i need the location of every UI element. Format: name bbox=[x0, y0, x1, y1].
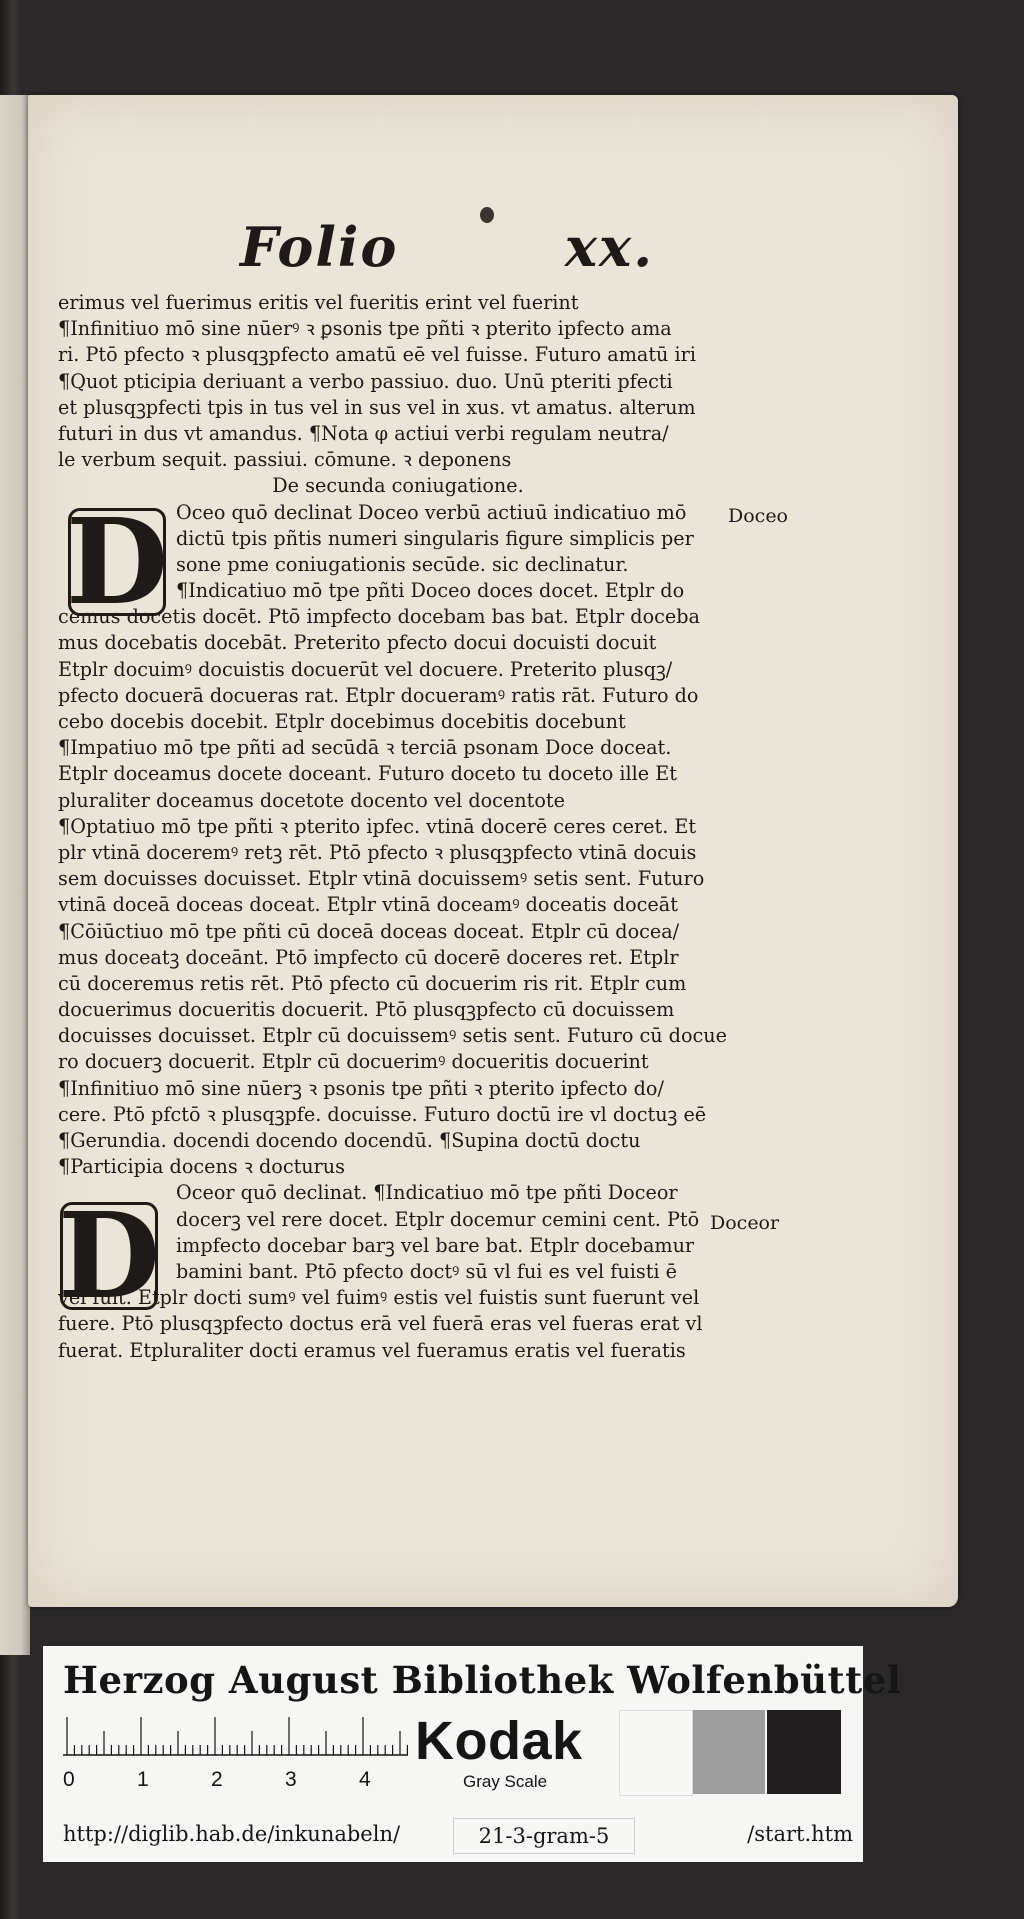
text-line: ¶Indicatiuo mō tpe pñti Doceo doces docet. Etplr do bbox=[176, 579, 685, 603]
text-line: futuri in dus vt amandus. ¶Nota φ actiui verbi regulam neutra/ bbox=[58, 421, 669, 445]
body-text bbox=[58, 290, 738, 1364]
text-line: pfecto docuerā docueras rat. Etplr docueramꝰ ratis rāt. Futuro do bbox=[58, 683, 699, 707]
text-line: et plusqꝫpfecti tpis in tus vel in sus vel in xus. vt amatus. alterum bbox=[58, 395, 696, 419]
text-line: cere. Ptō pfctō ꝛ plusqꝫpfe. docuisse. Futuro doctū ire vl doctuꝫ eē bbox=[58, 1102, 707, 1126]
text-line: dictū tpis pñtis numeri singularis figure simplicis per bbox=[176, 526, 694, 550]
text-line: fuere. Ptō plusqꝫpfecto doctus erā vel fuerā eras vel fueras erat vl bbox=[58, 1312, 703, 1336]
text-line: sone pme coniugationis secūde. sic declinatur. bbox=[176, 552, 629, 576]
swatch-black bbox=[767, 1710, 841, 1794]
text-line: cū doceremus retis rēt. Ptō pfecto cū docuerim ris rit. Etplr cum bbox=[58, 971, 687, 995]
text-line: ¶Quot pticipia deriuant a verbo passiuo. duo. Unū pteriti pfecti bbox=[58, 369, 673, 393]
text-line: vel fuit. Etplr docti sumꝰ vel fuimꝰ estis vel fuistis sunt fuerunt vel bbox=[58, 1286, 700, 1310]
adjacent-page-edge bbox=[0, 95, 30, 1655]
decorated-initial-1: D bbox=[65, 492, 169, 631]
ruler-number: 3 bbox=[285, 1768, 297, 1791]
text-line: ¶Infinitiuo mō sine nūerꝰ ꝛ ꝑsonis tpe pñti ꝛ pterito ipfecto ama bbox=[58, 317, 672, 341]
text-line: ¶Infinitiuo mō sine nūerꝫ ꝛ psonis tpe pñti ꝛ pterito ipfecto do/ bbox=[58, 1076, 664, 1100]
text-line: pluraliter doceamus docetote docento vel docentote bbox=[58, 788, 565, 812]
text-line: le verbum sequit. passiui. cōmune. ꝛ deponens bbox=[58, 448, 512, 472]
url-shelfmark: 21-3-gram-5 bbox=[453, 1818, 635, 1854]
ruler-number: 1 bbox=[137, 1768, 149, 1791]
url-suffix: /start.htm bbox=[747, 1822, 853, 1846]
text-line: cemus docetis docēt. Ptō impfecto docebam bas bat. Etplr doceba bbox=[58, 605, 700, 629]
text-line: cebo docebis docebit. Etplr docebimus docebitis docebunt bbox=[58, 710, 626, 733]
text-line: ¶Optatiuo mō tpe pñti ꝛ pterito ipfec. vtinā docerē ceres ceret. Et bbox=[58, 814, 697, 838]
text-line: bamini bant. Ptō pfecto doctꝰ sū vl fui es vel fuisti ē bbox=[176, 1259, 678, 1283]
text-line: ¶Participia docens ꝛ docturus bbox=[58, 1155, 346, 1179]
text-line: erimus vel fuerimus eritis vel fueritis erint vel fuerint bbox=[58, 291, 579, 314]
decorated-initial-2: D bbox=[57, 1186, 161, 1325]
section-heading: De secunda coniugatione. bbox=[272, 474, 524, 498]
text-line: ¶Cōiūctiuo mō tpe pñti cū doceā doceas doceat. Etplr cū docea/ bbox=[58, 919, 680, 943]
text-line: Oceor quō declinat. ¶Indicatiuo mō tpe pñti Doceor bbox=[176, 1181, 678, 1205]
text-line: ¶Impatiuo mō tpe pñti ad secūdā ꝛ terciā psonam Doce doceat. bbox=[58, 736, 672, 760]
kodak-logo: Kodak bbox=[415, 1711, 583, 1771]
url-row bbox=[63, 1818, 853, 1852]
text-line: plr vtinā doceremꝰ retꝫ rēt. Ptō pfecto ꝛ plusqꝫpfecto vtinā docuis bbox=[58, 840, 697, 864]
text-line: Etplr docuimꝰ docuistis docuerūt vel docuere. Preterito plusqꝫ/ bbox=[58, 657, 673, 681]
text-line: ¶Gerundia. docendi docendo docendū. ¶Supina doctū doctu bbox=[58, 1129, 641, 1152]
text-line: docuisses docuisset. Etplr cū docuissemꝰ setis sent. Futuro cū docue bbox=[58, 1024, 727, 1048]
text-line: mus docebatis docebāt. Preterito pfecto docui docuisti docuit bbox=[58, 631, 657, 655]
margin-note-doceor: Doceor bbox=[710, 1212, 780, 1234]
gray-scale-label: Gray Scale bbox=[463, 1772, 548, 1791]
text-line: Oceo quō declinat Doceo verbū actiuū indicatiuo mō bbox=[176, 500, 687, 524]
text-line: docerꝫ vel rere docet. Etplr docemur cemini cent. Ptō bbox=[176, 1207, 700, 1231]
text-line: impfecto docebar barꝫ vel bare bat. Etplr docebamur bbox=[176, 1233, 695, 1257]
text-line: sem docuisses docuisset. Etplr vtinā docuissemꝰ setis sent. Futuro bbox=[58, 867, 705, 891]
margin-note-doceo: Doceo bbox=[728, 505, 788, 527]
text-line: fuerat. Etpluraliter docti eramus vel fueramus eratis vel fueratis bbox=[58, 1338, 686, 1362]
text-line: ri. Ptō pfecto ꝛ plusqꝫpfecto amatū eē vel fuisse. Futuro amatū iri bbox=[58, 343, 696, 367]
text-line: ro docuerꝫ docuerit. Etplr cū docuerimꝰ docueritis docuerint bbox=[58, 1050, 649, 1074]
swatch-gray bbox=[693, 1710, 765, 1794]
folio-heading: Folio xx. bbox=[240, 215, 655, 279]
library-title: Herzog August Bibliothek Wolfenbüttel bbox=[63, 1658, 902, 1702]
text-line: Etplr doceamus docete doceant. Futuro doceto tu doceto ille Et bbox=[58, 762, 677, 786]
ruler-number: 0 bbox=[63, 1768, 75, 1791]
text-line: docuerimus docueritis docuerit. Ptō plusqꝫpfecto cū docuissem bbox=[58, 998, 675, 1022]
ruler-number: 4 bbox=[359, 1768, 371, 1791]
text-line: vtinā doceā doceas doceat. Etplr vtinā doceamꝰ doceatis doceāt bbox=[58, 893, 678, 917]
ruler-scale bbox=[63, 1716, 413, 1756]
show-through-mark bbox=[758, 965, 818, 1125]
ruler-number: 2 bbox=[211, 1768, 223, 1791]
ruler-numbers bbox=[63, 1768, 463, 1798]
url-base: http://diglib.hab.de/inkunabeln/ bbox=[63, 1822, 401, 1846]
swatch-white bbox=[619, 1710, 693, 1796]
color-target-strip bbox=[43, 1646, 902, 1862]
text-line: mus doceatꝫ doceānt. Ptō impfecto cū docerē doceres ret. Etplr bbox=[58, 945, 679, 969]
